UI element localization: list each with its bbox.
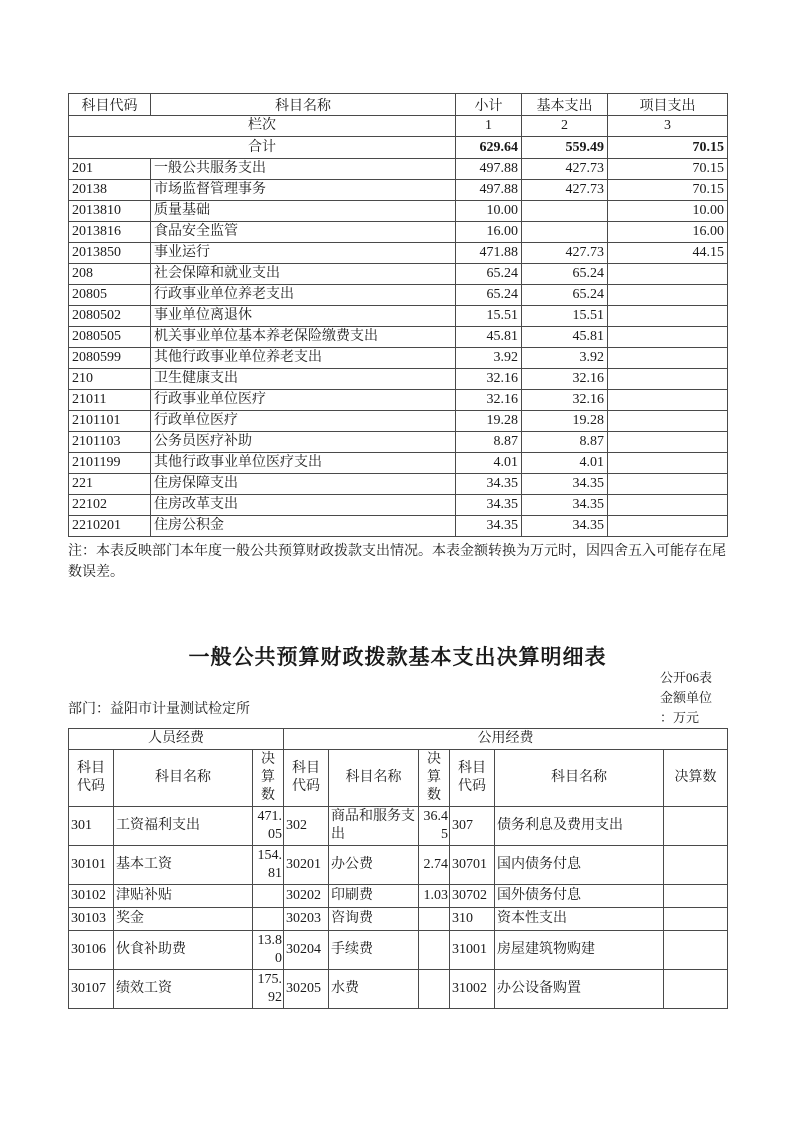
subject-code: 301 <box>69 807 114 846</box>
table1-data-row <box>69 348 728 369</box>
table2-data-row <box>69 846 728 885</box>
subject-name: 津贴补贴 <box>114 885 253 908</box>
final-amount: 13.80 <box>253 931 284 970</box>
subject-code: 2080599 <box>69 348 151 369</box>
subject-name: 办公设备购置 <box>495 970 664 1009</box>
project-expenditure-value: 70.15 <box>608 180 728 201</box>
final-amount: 175.92 <box>253 970 284 1009</box>
total-label: 合计 <box>69 137 456 159</box>
col-header-subject-name-2: 科目名称 <box>329 750 419 807</box>
final-amount: 36.45 <box>419 807 450 846</box>
basic-expenditure-value: 65.24 <box>522 285 608 306</box>
project-expenditure-value <box>608 495 728 516</box>
final-amount <box>664 931 728 970</box>
basic-expenditure-value <box>522 201 608 222</box>
subject-code: 30106 <box>69 931 114 970</box>
table2-data-row <box>69 931 728 970</box>
subject-code: 30203 <box>284 908 329 931</box>
table1-column-index-row <box>69 116 728 137</box>
basic-expenditure-value: 32.16 <box>522 390 608 411</box>
final-amount <box>664 970 728 1009</box>
subject-name: 办公费 <box>329 846 419 885</box>
subject-name: 一般公共服务支出 <box>151 159 456 180</box>
subject-name: 基本工资 <box>114 846 253 885</box>
project-expenditure-value <box>608 453 728 474</box>
project-expenditure-value <box>608 306 728 327</box>
project-expenditure-value <box>608 264 728 285</box>
subject-name: 行政单位医疗 <box>151 411 456 432</box>
table1-data-row <box>69 159 728 180</box>
subject-name: 质量基础 <box>151 201 456 222</box>
basic-expenditure-value: 4.01 <box>522 453 608 474</box>
subject-name: 工资福利支出 <box>114 807 253 846</box>
subject-code: 302 <box>284 807 329 846</box>
subject-name: 绩效工资 <box>114 970 253 1009</box>
subject-name: 食品安全监管 <box>151 222 456 243</box>
subject-name: 市场监督管理事务 <box>151 180 456 201</box>
basic-expenditure-value: 34.35 <box>522 516 608 537</box>
subject-code: 221 <box>69 474 151 495</box>
subject-name: 公务员医疗补助 <box>151 432 456 453</box>
subject-name: 事业运行 <box>151 243 456 264</box>
project-expenditure-value: 16.00 <box>608 222 728 243</box>
basic-expenditure-value: 427.73 <box>522 180 608 201</box>
subject-code: 30103 <box>69 908 114 931</box>
subtotal-value: 4.01 <box>456 453 522 474</box>
project-expenditure-value: 10.00 <box>608 201 728 222</box>
column-index-2: 2 <box>522 116 608 137</box>
group-header-personnel-funds: 人员经费 <box>69 729 284 750</box>
project-expenditure-value <box>608 327 728 348</box>
subtotal-value: 497.88 <box>456 180 522 201</box>
col-header-final-amount-2: 决算数 <box>419 750 450 807</box>
final-amount <box>664 846 728 885</box>
subtotal-value: 34.35 <box>456 516 522 537</box>
table2-data-row <box>69 970 728 1009</box>
subject-code: 30107 <box>69 970 114 1009</box>
basic-expenditure-value: 15.51 <box>522 306 608 327</box>
total-subtotal: 629.64 <box>456 137 522 159</box>
table1-data-row <box>69 432 728 453</box>
project-expenditure-value <box>608 348 728 369</box>
final-amount <box>664 908 728 931</box>
subject-name: 住房公积金 <box>151 516 456 537</box>
subject-name: 社会保障和就业支出 <box>151 264 456 285</box>
subject-name: 水费 <box>329 970 419 1009</box>
subject-name: 奖金 <box>114 908 253 931</box>
subject-name: 印刷费 <box>329 885 419 908</box>
final-amount <box>419 908 450 931</box>
subject-code: 310 <box>450 908 495 931</box>
basic-expenditure-value: 34.35 <box>522 474 608 495</box>
subtotal-value: 3.92 <box>456 348 522 369</box>
table1-data-row <box>69 411 728 432</box>
amount-unit-label: 金额单位 <box>660 690 713 705</box>
subject-name: 住房保障支出 <box>151 474 456 495</box>
subject-code: 2080502 <box>69 306 151 327</box>
col-header-final-amount-1: 决算数 <box>253 750 284 807</box>
subtotal-value: 19.28 <box>456 411 522 432</box>
subject-code: 2013810 <box>69 201 151 222</box>
table2-data-row <box>69 908 728 931</box>
subject-code: 2101199 <box>69 453 151 474</box>
table1-data-row <box>69 390 728 411</box>
subject-name: 咨询费 <box>329 908 419 931</box>
subject-code: 30204 <box>284 931 329 970</box>
subject-name: 房屋建筑物购建 <box>495 931 664 970</box>
subject-code: 201 <box>69 159 151 180</box>
total-project: 70.15 <box>608 137 728 159</box>
subtotal-value: 10.00 <box>456 201 522 222</box>
subject-code: 30202 <box>284 885 329 908</box>
subject-code: 21011 <box>69 390 151 411</box>
basic-expenditure-value <box>522 222 608 243</box>
basic-expenditure-value: 65.24 <box>522 264 608 285</box>
column-index-3: 3 <box>608 116 728 137</box>
subject-name: 机关事业单位基本养老保险缴费支出 <box>151 327 456 348</box>
project-expenditure-value <box>608 411 728 432</box>
final-amount <box>664 807 728 846</box>
table1-data-row <box>69 243 728 264</box>
subject-code: 31001 <box>450 931 495 970</box>
subtotal-value: 15.51 <box>456 306 522 327</box>
subtotal-value: 32.16 <box>456 390 522 411</box>
table1-data-row <box>69 453 728 474</box>
final-amount: 2.74 <box>419 846 450 885</box>
basic-expenditure-value: 8.87 <box>522 432 608 453</box>
project-expenditure-value <box>608 432 728 453</box>
basic-expenditure-detail-table <box>68 728 728 1009</box>
table1-note: 注：本表反映部门本年度一般公共预算财政拨款支出情况。本表金额转换为万元时，因四舍五入可能存在尾数误差。 <box>68 544 726 580</box>
final-amount: 154.81 <box>253 846 284 885</box>
table1-body <box>69 159 728 537</box>
subject-code: 2101103 <box>69 432 151 453</box>
subject-name: 行政事业单位医疗 <box>151 390 456 411</box>
col-header-subject-code-3: 科目代码 <box>450 750 495 807</box>
basic-expenditure-value: 32.16 <box>522 369 608 390</box>
basic-expenditure-value: 427.73 <box>522 159 608 180</box>
final-amount: 471.05 <box>253 807 284 846</box>
col-header-subject-name-1: 科目名称 <box>114 750 253 807</box>
subtotal-value: 16.00 <box>456 222 522 243</box>
col-header-project-expenditure: 项目支出 <box>608 94 728 116</box>
table1-data-row <box>69 369 728 390</box>
col-header-subject-name-3: 科目名称 <box>495 750 664 807</box>
amount-unit-value: ：万元 <box>660 710 700 725</box>
subtotal-value: 34.35 <box>456 474 522 495</box>
project-expenditure-value <box>608 285 728 306</box>
table2-title: 一般公共预算财政拨款基本支出决算明细表 <box>188 646 607 669</box>
final-amount <box>253 885 284 908</box>
department-line: 部门：益阳市计量测试检定所 <box>68 702 250 717</box>
project-expenditure-value: 70.15 <box>608 159 728 180</box>
table1-data-row <box>69 306 728 327</box>
subject-code: 307 <box>450 807 495 846</box>
column-index-label: 栏次 <box>69 116 456 137</box>
subject-code: 30702 <box>450 885 495 908</box>
table2-body <box>69 807 728 1009</box>
subject-code: 208 <box>69 264 151 285</box>
subject-code: 2210201 <box>69 516 151 537</box>
table1-data-row <box>69 474 728 495</box>
final-amount <box>419 970 450 1009</box>
project-expenditure-value <box>608 390 728 411</box>
col-header-subject-code-2: 科目代码 <box>284 750 329 807</box>
budget-expenditure-table <box>68 93 728 537</box>
subject-name: 事业单位离退休 <box>151 306 456 327</box>
table1-data-row <box>69 285 728 306</box>
col-header-basic-expenditure: 基本支出 <box>522 94 608 116</box>
project-expenditure-value <box>608 516 728 537</box>
col-header-subtotal: 小计 <box>456 94 522 116</box>
col-header-subject-name: 科目名称 <box>151 94 456 116</box>
project-expenditure-value <box>608 474 728 495</box>
subject-code: 30205 <box>284 970 329 1009</box>
table2-group-header-row <box>69 729 728 750</box>
subject-name: 卫生健康支出 <box>151 369 456 390</box>
table1-data-row <box>69 222 728 243</box>
subtotal-value: 65.24 <box>456 285 522 306</box>
final-amount: 1.03 <box>419 885 450 908</box>
subtotal-value: 497.88 <box>456 159 522 180</box>
subject-code: 20805 <box>69 285 151 306</box>
subject-name: 资本性支出 <box>495 908 664 931</box>
col-header-subject-code: 科目代码 <box>69 94 151 116</box>
final-amount <box>253 908 284 931</box>
subject-code: 22102 <box>69 495 151 516</box>
subtotal-value: 32.16 <box>456 369 522 390</box>
subject-name: 债务利息及费用支出 <box>495 807 664 846</box>
subject-code: 30101 <box>69 846 114 885</box>
subtotal-value: 8.87 <box>456 432 522 453</box>
basic-expenditure-value: 427.73 <box>522 243 608 264</box>
total-basic: 559.49 <box>522 137 608 159</box>
table1-data-row <box>69 180 728 201</box>
subject-code: 2013850 <box>69 243 151 264</box>
subject-name: 其他行政事业单位养老支出 <box>151 348 456 369</box>
final-amount <box>664 885 728 908</box>
subtotal-value: 34.35 <box>456 495 522 516</box>
table1-data-row <box>69 201 728 222</box>
table1-header-row <box>69 94 728 116</box>
basic-expenditure-value: 19.28 <box>522 411 608 432</box>
subject-name: 商品和服务支出 <box>329 807 419 846</box>
subject-name: 伙食补助费 <box>114 931 253 970</box>
basic-expenditure-value: 45.81 <box>522 327 608 348</box>
subject-name: 住房改革支出 <box>151 495 456 516</box>
final-amount <box>419 931 450 970</box>
subject-code: 2080505 <box>69 327 151 348</box>
table1-data-row <box>69 495 728 516</box>
subtotal-value: 45.81 <box>456 327 522 348</box>
subject-name: 行政事业单位养老支出 <box>151 285 456 306</box>
basic-expenditure-value: 3.92 <box>522 348 608 369</box>
subject-name: 国内债务付息 <box>495 846 664 885</box>
col-header-subject-code-1: 科目代码 <box>69 750 114 807</box>
subtotal-value: 65.24 <box>456 264 522 285</box>
table1-data-row <box>69 516 728 537</box>
table1-data-row <box>69 264 728 285</box>
subject-code: 31002 <box>450 970 495 1009</box>
subject-name: 手续费 <box>329 931 419 970</box>
group-header-public-funds: 公用经费 <box>284 729 728 750</box>
table-code: 公开06表 <box>660 670 713 685</box>
basic-expenditure-value: 34.35 <box>522 495 608 516</box>
column-index-1: 1 <box>456 116 522 137</box>
subject-code: 2101101 <box>69 411 151 432</box>
table2-data-row <box>69 885 728 908</box>
project-expenditure-value <box>608 369 728 390</box>
subject-code: 30102 <box>69 885 114 908</box>
table2-meta <box>660 668 712 728</box>
project-expenditure-value: 44.15 <box>608 243 728 264</box>
subtotal-value: 471.88 <box>456 243 522 264</box>
subject-code: 30701 <box>450 846 495 885</box>
subject-code: 30201 <box>284 846 329 885</box>
subject-code: 20138 <box>69 180 151 201</box>
table1-total-row <box>69 137 728 159</box>
table1-data-row <box>69 327 728 348</box>
subject-code: 210 <box>69 369 151 390</box>
subject-name: 其他行政事业单位医疗支出 <box>151 453 456 474</box>
subject-name: 国外债务付息 <box>495 885 664 908</box>
col-header-final-amount-3: 决算数 <box>664 750 728 807</box>
subject-code: 2013816 <box>69 222 151 243</box>
table2-data-row <box>69 807 728 846</box>
table2-header-row <box>69 750 728 807</box>
